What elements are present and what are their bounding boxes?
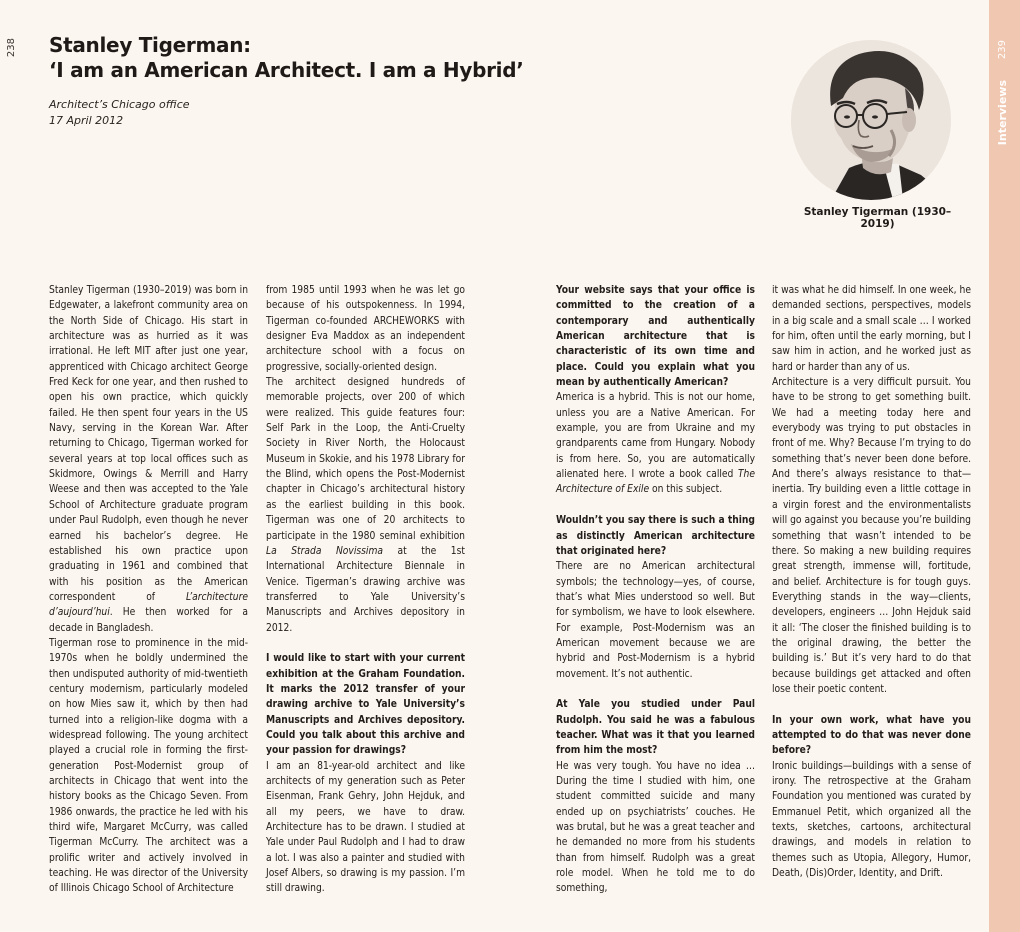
interview-answer-2 — [556, 390, 755, 497]
title-line-2: ‘I am an American Architect. I am a Hybrid’ — [49, 58, 524, 82]
section-side-band — [989, 0, 1020, 932]
bio-paragraph-3: from 1985 until 1993 when he was let go because of his outspokenness. In 1994, Tigerman co-founded ARCHEWORKS with designer Eva Maddox as an independent architecture school with a focus on progressive, socially-oriented design. — [266, 285, 465, 373]
interview-question-5: In your own work, what have you attempted to do that was never done before? — [772, 714, 971, 757]
interview-question-4: At Yale you studied under Paul Rudolph. You said he was a fabulous teacher. What was it that you learned from him the most? — [556, 699, 755, 757]
book-title: The Architecture of Exile — [556, 469, 755, 496]
interview-answer-4: He was very tough. You have no idea … During the time I studied with him, one student committed suicide and many ended up on psychiatrists’ couches. He was brutal, but he was a great teacher and he demanded no more from his students than from himself. Rudolph was a great role model. When he told me to do something, — [556, 760, 755, 895]
page-number-left: 238 — [6, 38, 17, 58]
text-column-4 — [772, 283, 971, 881]
bio-text: The architect designed hundreds of memorable projects, over 200 of which were realized. This guide features four: Self Park in the Loop, the Anti-Cruelty Society in River North, the Holocaust Museum in Skokie, and his 1978 Library for the Blind, which opens the Post-Modernist chapter in Chicago’s architectural history as the earliest building in this book. Tigerman was one of 20 architects to participate in the 1980 seminal exhibition — [266, 377, 465, 542]
interview-answer-5: Ironic buildings—buildings with a sense of irony. The retrospective at the Graham Foundation you mentioned was curated by Emmanuel Petit, which organized all the texts, sketches, cartoons, architectural drawings, and models in relation to themes such as Utopia, Allegory, Humor, Death, (Dis)Order, Identity, and Drift. — [772, 760, 971, 880]
interview-date: 17 April 2012 — [49, 114, 124, 127]
interview-answer-4-cont: it was what he did himself. In one week, he demanded sections, perspectives, models in a big scale and a small scale … I worked for him, often until the early morning, but I saw him in action, and he worked just as hard or harder than any of us. — [772, 285, 971, 373]
magazine-title: L’architecture d’aujourd’hui — [49, 591, 248, 619]
article-title — [49, 33, 524, 83]
bio-paragraph-1 — [49, 283, 248, 636]
section-label: Interviews — [996, 80, 1009, 146]
portrait-illustration — [791, 40, 951, 200]
interview-answer-4-cont-2: Architecture is a very difficult pursuit. You have to be strong to get something built. We had a meeting today here and everybody was trying to put obstacles in front of me. Why? Because I’m trying to do something that’s never been done before. And there’s always resistance to that—inertia. Try building even a little cottage in a virgin forest and the environmentalists will go against you because you’re building something that wasn’t intended to be there. So making a new building requires great strength, immense will, fortitude, and belief. Architecture is for tough guys. Everything stands in the way—clients, developers, engineers … John Hejduk said it all: ‘The closer the finished building is to the original drawing, the better the building is.’ But it’s very hard to do that because buildings get attacked and often lose their poetic content. — [772, 377, 971, 695]
answer-text: America is a hybrid. This is not our home, unless you are a Native American. For example, you are from Ukraine and my grandparents came from Hungary. Nobody is from here. So, you are automatically alienated here. I wrote a book called — [556, 392, 755, 481]
answer-text: on this subject. — [652, 484, 723, 496]
text-column-1 — [49, 283, 248, 897]
interview-answer-3: There are no American architectural symbols; the technology—yes, of course, that’s what Mies understood so well. But for symbolism, we have to look elsewhere. For example, Post-Modernism was an American movement because we are hybrid and Post-Modernism is a hybrid movement. It’s not authentic. — [556, 561, 755, 680]
interview-location: Architect’s Chicago office — [49, 98, 190, 111]
portrait-drawing — [791, 40, 951, 200]
bio-text: at the 1st International Architecture Biennale in Venice. Tigerman’s drawing archive was transferred to Yale University’s Manuscripts and Archives depository in 2012. — [266, 545, 465, 634]
text-column-3 — [556, 283, 755, 897]
portrait-caption: Stanley Tigerman (1930–2019) — [803, 206, 952, 230]
page-number-right: 239 — [997, 40, 1008, 60]
bio-paragraph-4 — [266, 375, 465, 636]
interview-question-3: Wouldn’t you say there is such a thing as distinctly American architecture that originated here? — [556, 515, 755, 557]
bio-text: Stanley Tigerman (1930–2019) was born in Edgewater, a lakefront community area on the North Side of Chicago. His start in architecture was as hurried as it was irrational. He left MIT after just one year, apprenticed with Chicago architect George Fred Keck for one year, and then rushed to open his own practice, which quickly failed. He then spent four years in the US Navy, serving in the Korean War. After returning to Chicago, Tigerman worked for several years at top local offices such as Skidmore, Owings & Merrill and Harry Weese and then was accepted to the Yale School of Architecture graduate program under Paul Rudolph, even though he never earned his bachelor’s degree. He established his own practice upon graduating in 1961 and combined that with his position as the American correspondent of — [49, 285, 248, 603]
bio-text-end: . He then worked for a decade in Bangladesh. — [49, 607, 248, 634]
interview-question-2: Your website says that your office is committed to the creation of a contemporary and authentically American architecture that is characteristic of its own time and place. Could you explain what you mean by authentically American? — [556, 285, 755, 389]
interview-question-1: I would like to start with your current exhibition at the Graham Foundation. It marks the 2012 transfer of your drawing archive to Yale University’s Manuscripts and Archives depository. Could you talk about this archive and your passion for drawings? — [266, 653, 465, 757]
interview-meta — [49, 97, 190, 129]
exhibition-title: La Strada Novissima — [266, 545, 384, 557]
title-line-1: Stanley Tigerman: — [49, 33, 251, 57]
bio-paragraph-2: Tigerman rose to prominence in the mid-1970s when he boldly undermined the then undisputed authority of mid-twentieth century modernism, particularly modeled on how Mies saw it, which by then had turned into a religion-like dogma with a widespread following. The young architect played a crucial role in forming the first-generation Post-Modernist group of architects in Chicago that went into the history books as the Chicago Seven. From 1986 onwards, the practice he led with his third wife, Margaret McCurry, was called Tigerman McCurry. The architect was a prolific writer and actively involved in teaching. He was director of the University of Illinois Chicago School of Architecture — [49, 637, 248, 895]
text-column-2 — [266, 283, 465, 897]
interview-answer-1: I am an 81-year-old architect and like architects of my generation such as Peter Eisenman, Frank Gehry, John Hejduk, and all my peers, we have to draw. Architecture has to be drawn. I studied at Yale under Paul Rudolph and I had to draw a lot. I was also a painter and studied with Josef Albers, so drawing is my passion. I’m still drawing. — [266, 760, 465, 895]
